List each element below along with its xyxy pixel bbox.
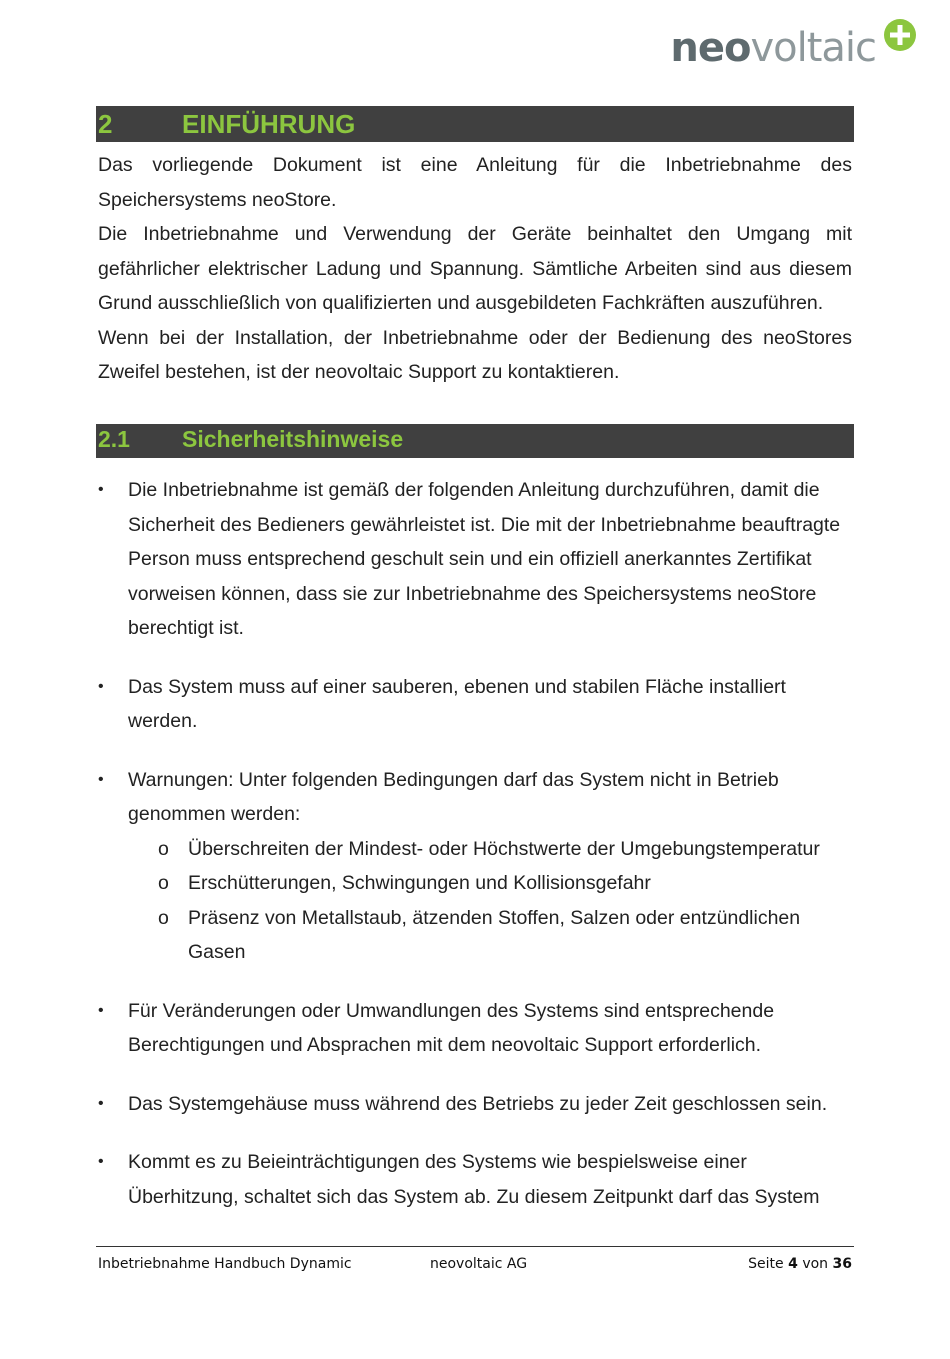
list-item <box>98 1145 858 1214</box>
bullet-icon: • <box>98 1001 104 1019</box>
logo-voltaic: voltaic <box>750 25 876 71</box>
safety-list <box>98 473 858 1238</box>
plus-icon <box>883 18 917 52</box>
list-item-text: Das Systemgehäuse muss während des Betriebs zu jeder Zeit geschlossen sein. <box>128 1092 828 1115</box>
warning-sublist <box>128 832 858 970</box>
footer-company: neovoltaic AG <box>430 1256 528 1272</box>
sublist-item <box>128 901 858 970</box>
circle-bullet-icon: o <box>158 872 169 894</box>
list-item-text: Kommt es zu Beieinträchtigungen des Systems wie bespielsweise einer Überhitzung, schaltet sich das System ab. Zu diesem Zeitpunkt darf das System <box>128 1151 820 1208</box>
page-mid: von <box>802 1256 829 1272</box>
bullet-icon: • <box>98 1153 104 1170</box>
bullet-icon: • <box>98 1094 104 1112</box>
bullet-icon: • <box>98 677 104 695</box>
intro-text <box>98 148 852 390</box>
footer-page-number <box>748 1256 852 1272</box>
circle-bullet-icon: o <box>158 837 169 860</box>
subsection-title: Sicherheitshinweise <box>182 426 404 452</box>
section-number: 2 <box>98 109 113 139</box>
logo-neo: neo <box>670 25 751 71</box>
list-item-text: Für Veränderungen oder Umwandlungen des Systems sind entsprechende Berechtigungen und Absprachen mit dem neovoltaic Support erforderlich. <box>128 999 775 1056</box>
intro-paragraph: Wenn bei der Installation, der Inbetriebnahme oder der Bedienung des neoStores Zweifel bestehen, ist der neovoltaic Support zu kontaktieren. <box>98 326 852 383</box>
sublist-item <box>128 832 858 867</box>
list-item-text: Die Inbetriebnahme ist gemäß der folgenden Anleitung durchzuführen, damit die Sicherheit des Bedieners gewährleistet ist. Die mit der Inbetriebnahme beauftragte Person muss entsprechend geschult sein und ein offiziell anerkanntes Zertifikat vorweisen können, dass sie zur Inbetriebnahme des Speichersystems neoStore berechtigt ist. <box>128 479 841 639</box>
page-prefix: Seite <box>748 1256 784 1272</box>
circle-bullet-icon: o <box>158 906 169 929</box>
subsection-heading <box>96 424 854 458</box>
list-item <box>98 1087 858 1122</box>
list-item <box>98 473 858 646</box>
sublist-item-text: Überschreiten der Mindest- oder Höchstwerte der Umgebungstemperatur <box>188 837 820 860</box>
list-item-text: Warnungen: Unter folgenden Bedingungen darf das System nicht in Betrieb genommen werden: <box>128 768 779 825</box>
sublist-item <box>128 866 858 901</box>
list-item <box>98 670 858 739</box>
neovoltaic-logo <box>670 8 934 71</box>
bullet-icon: • <box>98 481 104 498</box>
page-total: 36 <box>832 1256 852 1272</box>
sublist-item-text: Präsenz von Metallstaub, ätzenden Stoffen, Salzen oder entzündlichen Gasen <box>188 906 801 963</box>
footer-divider <box>96 1246 854 1247</box>
list-item <box>98 763 858 970</box>
section-heading <box>96 106 854 142</box>
intro-paragraph: Das vorliegende Dokument ist eine Anleitung für die Inbetriebnahme des Speichersystems neoStore. <box>98 154 852 211</box>
intro-paragraph: Die Inbetriebnahme und Verwendung der Geräte beinhaltet den Umgang mit gefährlicher elektrischer Ladung und Spannung. Sämtliche Arbeiten sind aus diesem Grund ausschließlich von qualifizierten und ausgebildeten Fachkräften auszuführen. <box>98 223 852 314</box>
section-title: EINFÜHRUNG <box>182 109 356 139</box>
list-item-text: Das System muss auf einer sauberen, ebenen und stabilen Fläche installiert werden. <box>128 675 786 732</box>
footer-document-title: Inbetriebnahme Handbuch Dynamic <box>98 1256 352 1272</box>
list-item <box>98 994 858 1063</box>
sublist-item-text: Erschütterungen, Schwingungen und Kollisionsgefahr <box>188 872 651 894</box>
bullet-icon: • <box>98 770 104 788</box>
logo-wordmark <box>670 23 876 73</box>
subsection-number: 2.1 <box>98 426 130 452</box>
page-current: 4 <box>788 1256 798 1272</box>
